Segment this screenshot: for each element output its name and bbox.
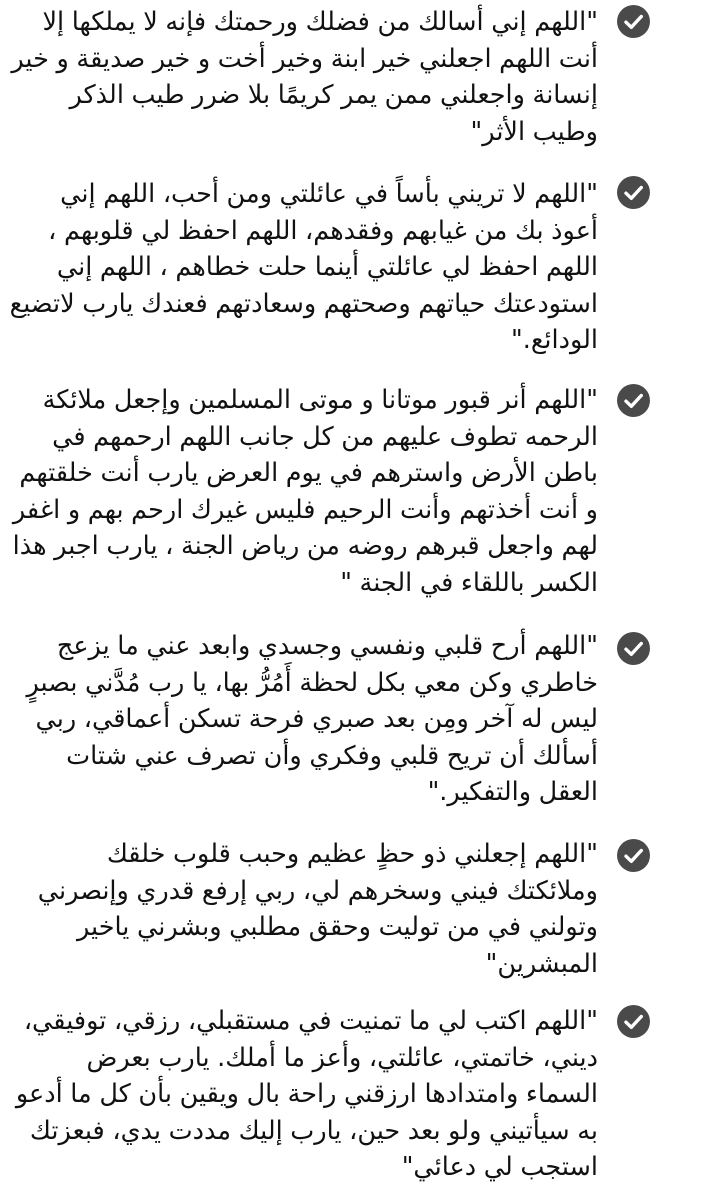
check-circle-icon — [617, 1005, 650, 1038]
dua-text: "اللهم أرح قلبي ونفسي وجسدي وابعد عني ما يزعج خاطري وكن معي بكل لحظة أَمُرُّ بها، يا رب مُدَّني بصبرٍ ليس له آخر ومِن بعد صبري فرحة تسكن أعماقي، ربي أسألك أن تريح قلبي وفكري وأن تصرف عني شتات العقل والتفكير." — [26, 631, 598, 807]
dua-text: "اللهم اكتب لي ما تمنيت في مستقبلي، رزقي، توفيقي، ديني، خاتمتي، عائلتي، وأعز ما أملك. يارب بعرض السماء وامتدادها ارزقني راحة بال ويقين بأن كل ما أدعو به سيأتيني ولو بعد حين، يارب إليك مددت يدي، فبعزتك استجب لي دعائي" — [15, 1006, 598, 1182]
check-circle-icon — [617, 5, 650, 38]
check-circle-icon — [617, 176, 650, 209]
check-circle-icon — [617, 839, 650, 872]
check-circle-icon — [617, 384, 650, 417]
dua-text: "اللهم لا تريني بأساً في عائلتي ومن أحب، اللهم إني أعوذ بك من غيابهم وفقدهم، اللهم احفظ لي قلوبهم ، اللهم احفظ لي عائلتي أينما حلت خطاهم ، اللهم إني استودعتك حياتهم وصحتهم وسعادتهم فعندك يارب لاتضيع الودائع." — [9, 179, 598, 355]
dua-text: "اللهم إجعلني ذو حظٍ عظيم وحبب قلوب خلقك وملائكتك فيني وسخرهم لي، ربي إرفع قدري وإنصرني وتولني في من توليت وحقق مطلبي وبشرني ياخير المبشرين" — [37, 839, 598, 979]
check-circle-icon — [617, 632, 650, 665]
dua-text: "اللهم إني أسالك من فضلك ورحمتك فإنه لا يملكها إلا أنت اللهم اجعلني خير ابنة وخير أخت و خير صديقة و خير إنسانة واجعلني ممن يمر كريمًا بلا ضرر طيب الذكر وطيب الأثر" — [11, 7, 598, 147]
dua-text: "اللهم أنر قبور موتانا و موتى المسلمين وإجعل ملائكة الرحمه تطوف عليهم من كل جانب اللهم ارحمهم في باطن الأرض واسترهم في يوم العرض يارب أنت خلقتهم و أنت أخذتهم وأنت الرحيم فليس غيرك ارحم بهم و اغفر لهم واجعل قبرهم روضه من رياض الجنة ، يارب اجبر هذا الكسر باللقاء في الجنة " — [12, 385, 598, 598]
